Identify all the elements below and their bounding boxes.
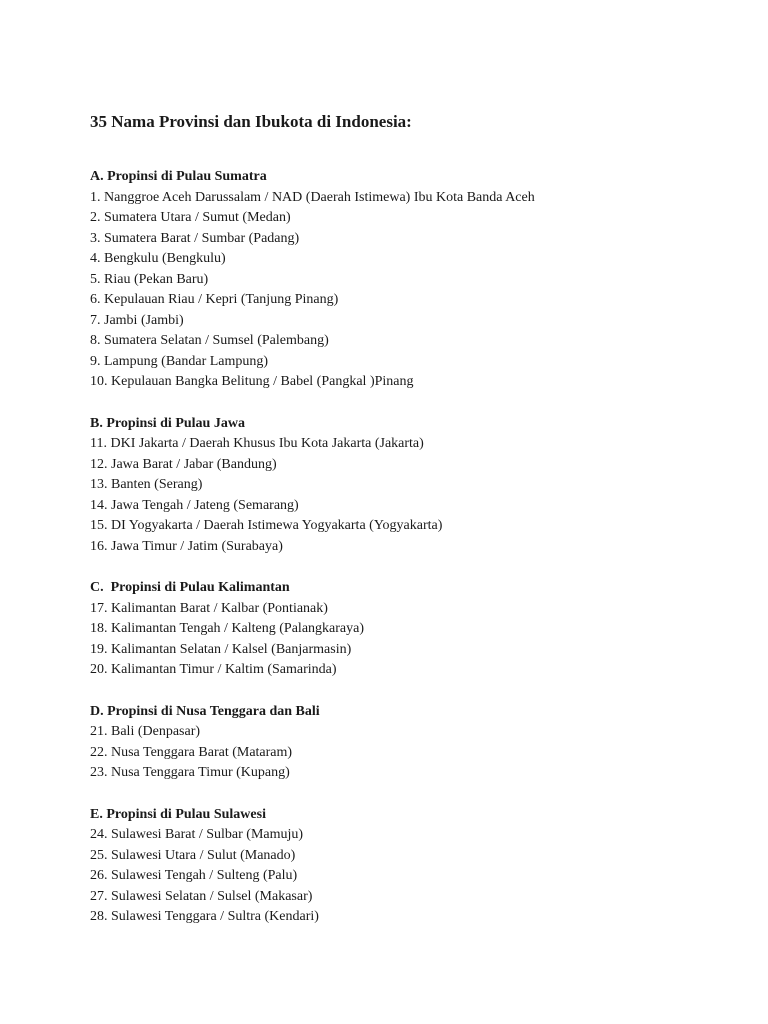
section-heading: B. Propinsi di Pulau Jawa [90, 415, 245, 431]
list-item: 4. Bengkulu (Bengkulu) [90, 251, 226, 266]
list-item: 15. DI Yogyakarta / Daerah Istimewa Yogyakarta (Yogyakarta) [90, 518, 443, 533]
section-sulawesi [90, 805, 730, 928]
list-item: 27. Sulawesi Selatan / Sulsel (Makasar) [90, 888, 313, 904]
document-title: 35 Nama Provinsi dan Ibukota di Indonesia: [90, 112, 412, 131]
list-item: 2. Sumatera Utara / Sumut (Medan) [90, 210, 291, 225]
list-item: 10. Kepulauan Bangka Belitung / Babel (Pangkal )Pinang [90, 374, 414, 389]
list-item: 16. Jawa Timur / Jatim (Surabaya) [90, 538, 283, 554]
list-item: 1. Nanggroe Aceh Darussalam / NAD (Daerah Istimewa) Ibu Kota Banda Aceh [90, 189, 535, 205]
list-item: 22. Nusa Tenggara Barat (Mataram) [90, 744, 293, 760]
list-item: 18. Kalimantan Tengah / Kalteng (Palangkaraya) [90, 621, 364, 636]
list-item: 26. Sulawesi Tengah / Sulteng (Palu) [90, 868, 298, 883]
list-item: 8. Sumatera Selatan / Sumsel (Palembang) [90, 333, 329, 348]
list-item: 25. Sulawesi Utara / Sulut (Manado) [90, 847, 296, 863]
list-item: 24. Sulawesi Barat / Sulbar (Mamuju) [90, 827, 304, 842]
section-heading: C. Propinsi di Pulau Kalimantan [90, 580, 290, 595]
section-heading: D. Propinsi di Nusa Tenggara dan Bali [90, 703, 320, 719]
list-item: 12. Jawa Barat / Jabar (Bandung) [90, 456, 277, 472]
list-item: 7. Jambi (Jambi) [90, 312, 184, 328]
list-item: 23. Nusa Tenggara Timur (Kupang) [90, 765, 290, 780]
section-kalimantan [90, 578, 730, 681]
list-item: 6. Kepulauan Riau / Kepri (Tanjung Pinang) [90, 292, 339, 307]
list-item: 3. Sumatera Barat / Sumbar (Padang) [90, 230, 300, 246]
list-item: 28. Sulawesi Tenggara / Sultra (Kendari) [90, 909, 319, 924]
section-heading: A. Propinsi di Pulau Sumatra [90, 169, 267, 184]
list-item: 9. Lampung (Bandar Lampung) [90, 353, 269, 369]
document-page [90, 112, 730, 949]
section-heading: E. Propinsi di Pulau Sulawesi [90, 806, 266, 822]
list-item: 20. Kalimantan Timur / Kaltim (Samarinda) [90, 662, 337, 677]
list-item: 13. Banten (Serang) [90, 477, 203, 492]
list-item: 5. Riau (Pekan Baru) [90, 271, 209, 287]
list-item: 11. DKI Jakarta / Daerah Khusus Ibu Kota Jakarta (Jakarta) [90, 436, 424, 451]
section-sumatra [90, 167, 730, 393]
list-item: 19. Kalimantan Selatan / Kalsel (Banjarmasin) [90, 641, 352, 657]
section-jawa [90, 414, 730, 558]
list-item: 17. Kalimantan Barat / Kalbar (Pontianak) [90, 600, 328, 616]
list-item: 21. Bali (Denpasar) [90, 724, 201, 739]
section-nusa-tenggara-bali [90, 702, 730, 784]
list-item: 14. Jawa Tengah / Jateng (Semarang) [90, 497, 299, 513]
